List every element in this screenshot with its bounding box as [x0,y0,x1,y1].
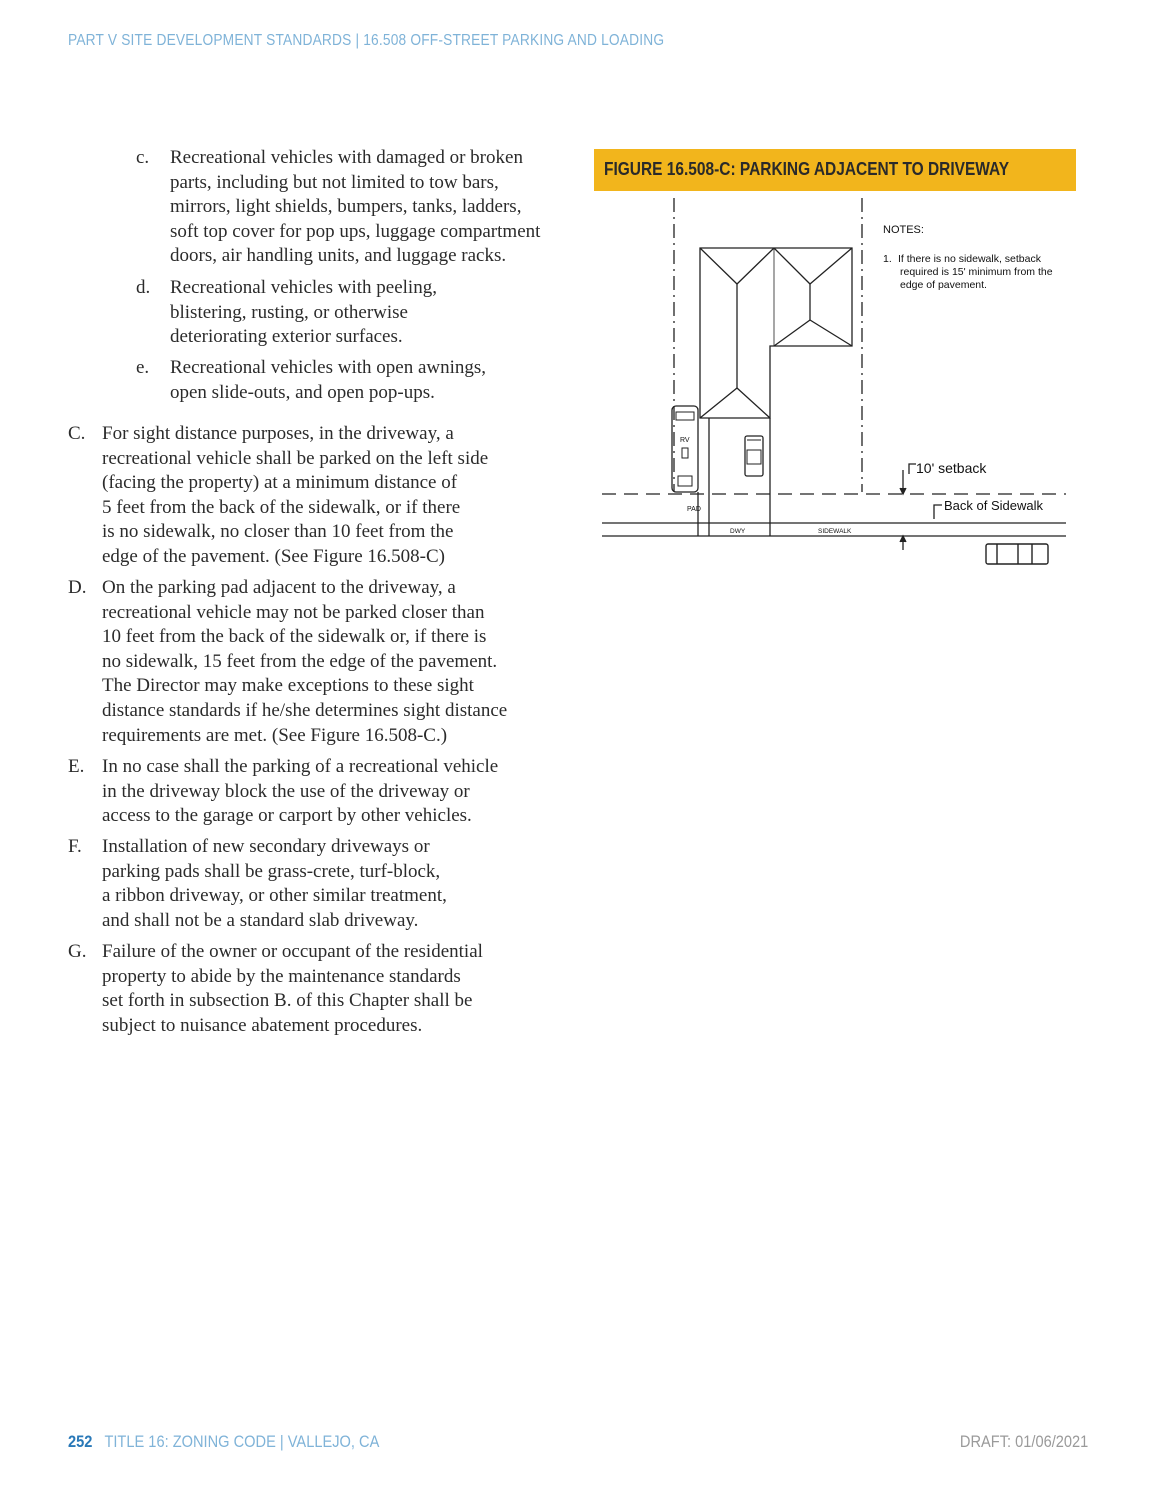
item-line: Failure of the owner or occupant of the residential [102,941,483,962]
item-line: 5 feet from the back of the sidewalk, or if there [102,496,461,518]
dwy-label: DWY [730,528,746,535]
note-line: If there is no sidewalk, setback [898,253,1041,265]
footer-title: TITLE 16: ZONING CODE | VALLEJO, CA [104,1432,380,1451]
item-label: D. [68,577,87,598]
car-in-driveway [745,436,763,476]
item-line: Recreational vehicles with peeling, [170,277,437,298]
back-of-sidewalk-label: Back of Sidewalk [944,498,1043,513]
item-line: property to abide by the maintenance standards [102,965,461,987]
item-line: and shall not be a standard slab driveway. [102,909,419,931]
pad-label: PAD [687,506,701,513]
item-line: blistering, rusting, or otherwise [170,301,408,323]
page-number: 252 [68,1432,93,1451]
item-line: in the driveway block the use of the driveway or [102,780,470,802]
item-line: no sidewalk, 15 feet from the edge of the pavement. [102,650,498,672]
item-line: The Director may make exceptions to these sight [102,675,474,697]
item-line: open slide-outs, and open pop-ups. [170,381,435,403]
item-line: subject to nuisance abatement procedures. [102,1014,423,1036]
footer-left [68,1432,379,1452]
house-outline [700,248,852,418]
item-line: requirements are met. (See Figure 16.508-C.) [102,724,448,746]
item-line: is no sidewalk, no closer than 10 feet from the [102,521,454,543]
item-label: c. [136,147,150,168]
item-line: doors, air handling units, and luggage racks. [170,245,507,267]
item-label: C. [68,423,86,444]
draft-date: DRAFT: 01/06/2021 [959,1432,1088,1451]
item-line: mirrors, light shields, bumpers, tanks, ladders, [170,196,522,218]
running-head: PART V SITE DEVELOPMENT STANDARDS | 16.508 OFF-STREET PARKING AND LOADING [68,32,665,49]
item-line: Recreational vehicles with damaged or broken [170,147,523,168]
item-line: 10 feet from the back of the sidewalk or, if there is [102,626,487,648]
item-line: a ribbon driveway, or other similar treatment, [102,885,447,907]
item-line: edge of the pavement. (See Figure 16.508-C) [102,545,445,567]
item-line: (facing the property) at a minimum distance of [102,472,458,494]
setback-label: 10' setback [916,460,987,476]
item-label: e. [136,357,150,378]
item-line: recreational vehicle shall be parked on the left side [102,447,489,469]
item-line: In no case shall the parking of a recreational vehicle [102,756,499,777]
item-line: Installation of new secondary driveways or [102,836,430,857]
item-line: access to the garage or carport by other vehicles. [102,805,472,827]
note-number: 1. [883,253,892,265]
rv-label: RV [680,437,690,444]
item-label: E. [68,756,85,777]
sidewalk-label: SIDEWALK [818,528,852,535]
notes-heading: NOTES: [883,224,924,236]
truck-icon [986,544,1048,564]
item-line: parts, including but not limited to tow bars, [170,171,499,193]
item-line: recreational vehicle may not be parked closer than [102,601,485,623]
parking-diagram [594,192,1074,572]
item-line: distance standards if he/she determines sight distance [102,699,508,721]
figure-title: FIGURE 16.508-C: PARKING ADJACENT TO DRIVEWAY [604,159,1010,179]
item-label: d. [136,277,151,298]
item-line: Recreational vehicles with open awnings, [170,357,487,378]
item-label: G. [68,941,87,962]
item-line: On the parking pad adjacent to the driveway, a [102,577,456,598]
item-line: For sight distance purposes, in the driveway, a [102,423,454,444]
item-line: set forth in subsection B. of this Chapter shall be [102,990,473,1012]
item-line: deteriorating exterior surfaces. [170,326,403,348]
figure-title-bar [594,149,1076,191]
note-line: required is 15' minimum from the [900,266,1053,278]
item-line: soft top cover for pop ups, luggage compartment [170,220,541,242]
note-line: edge of pavement. [900,279,987,291]
item-label: F. [68,836,82,857]
item-line: parking pads shall be grass-crete, turf-block, [102,860,441,882]
